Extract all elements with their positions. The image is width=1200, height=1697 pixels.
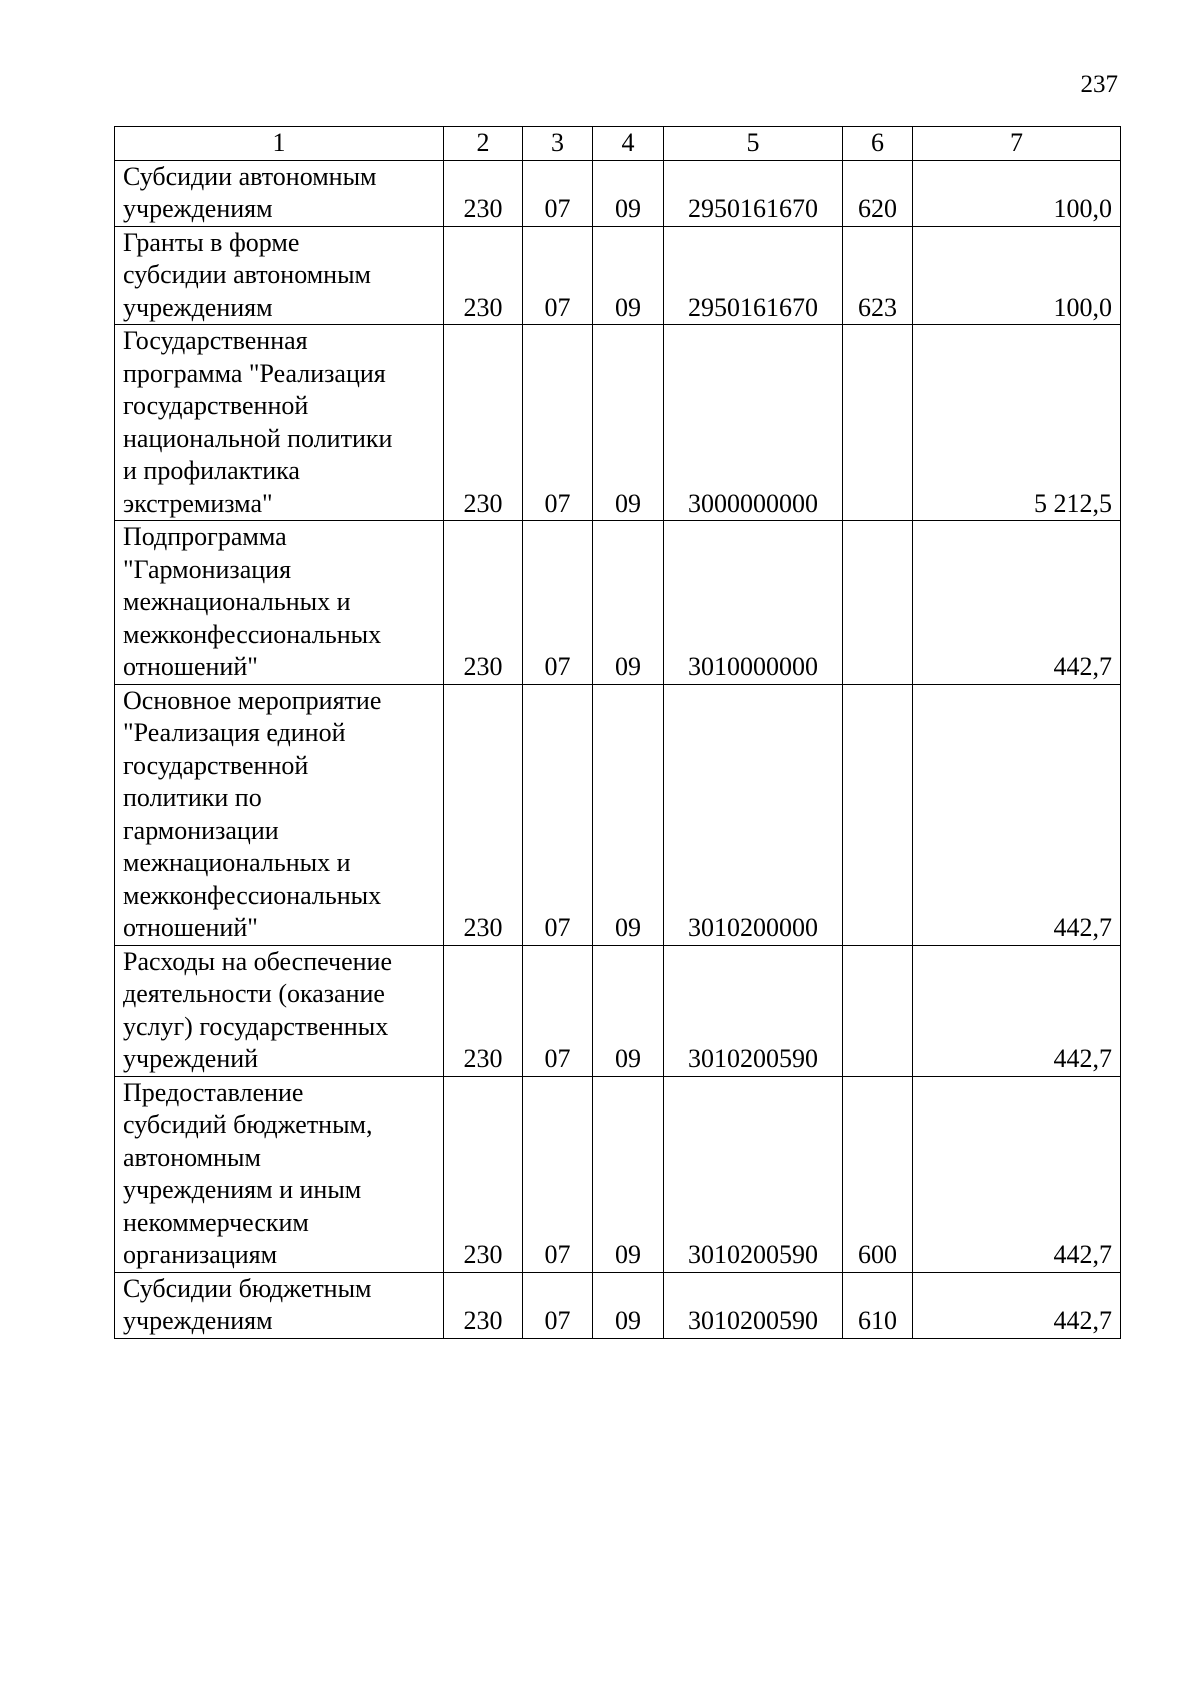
- row-name: Гранты в форме субсидии автономным учреждениям: [115, 226, 444, 325]
- table-row: [115, 521, 1121, 685]
- row-name: Предоставление субсидий бюджетным, автономным учреждениям и иным некоммерческим организациям: [115, 1076, 444, 1272]
- row-name: Расходы на обеспечение деятельности (оказание услуг) государственных учреждений: [115, 945, 444, 1076]
- column-header: 6: [843, 127, 913, 161]
- cell-col6: 620: [843, 160, 913, 226]
- cell-col2: 230: [444, 521, 523, 685]
- cell-col3: 07: [523, 521, 593, 685]
- cell-col5: 3010200590: [664, 1272, 843, 1338]
- cell-col4: 09: [593, 521, 664, 685]
- cell-col4: 09: [593, 684, 664, 945]
- cell-col6: [843, 521, 913, 685]
- budget-table: [114, 126, 1121, 1339]
- cell-amount: 442,7: [913, 1272, 1121, 1338]
- table-row: [115, 1272, 1121, 1338]
- cell-amount: 442,7: [913, 1076, 1121, 1272]
- cell-amount: 442,7: [913, 684, 1121, 945]
- cell-col2: 230: [444, 945, 523, 1076]
- cell-col4: 09: [593, 160, 664, 226]
- row-name: Государственная программа "Реализация государственной национальной политики и профилактика экстремизма": [115, 325, 444, 521]
- table-row: [115, 160, 1121, 226]
- column-header: 3: [523, 127, 593, 161]
- cell-col4: 09: [593, 945, 664, 1076]
- cell-col3: 07: [523, 1076, 593, 1272]
- cell-col5: 3010200590: [664, 1076, 843, 1272]
- column-header: 2: [444, 127, 523, 161]
- table-row: [115, 1076, 1121, 1272]
- cell-col5: 3010000000: [664, 521, 843, 685]
- cell-col4: 09: [593, 226, 664, 325]
- cell-col2: 230: [444, 684, 523, 945]
- cell-col2: 230: [444, 325, 523, 521]
- column-header: 5: [664, 127, 843, 161]
- cell-col5: 2950161670: [664, 160, 843, 226]
- cell-col2: 230: [444, 1272, 523, 1338]
- cell-col3: 07: [523, 160, 593, 226]
- cell-col2: 230: [444, 1076, 523, 1272]
- column-header: 1: [115, 127, 444, 161]
- cell-col3: 07: [523, 1272, 593, 1338]
- cell-amount: 5 212,5: [913, 325, 1121, 521]
- cell-col4: 09: [593, 1272, 664, 1338]
- cell-col6: 623: [843, 226, 913, 325]
- cell-col5: 2950161670: [664, 226, 843, 325]
- row-name: Субсидии автономным учреждениям: [115, 160, 444, 226]
- table-row: [115, 226, 1121, 325]
- column-header: 4: [593, 127, 664, 161]
- row-name: Подпрограмма "Гармонизация межнациональных и межконфессиональных отношений": [115, 521, 444, 685]
- cell-col5: 3000000000: [664, 325, 843, 521]
- cell-col5: 3010200000: [664, 684, 843, 945]
- table-row: [115, 325, 1121, 521]
- cell-amount: 100,0: [913, 226, 1121, 325]
- cell-amount: 442,7: [913, 945, 1121, 1076]
- cell-col2: 230: [444, 226, 523, 325]
- row-name: Основное мероприятие "Реализация единой государственной политики по гармонизации межнациональных и межконфессиональных отношений": [115, 684, 444, 945]
- cell-col6: [843, 684, 913, 945]
- column-header: 7: [913, 127, 1121, 161]
- cell-col6: 600: [843, 1076, 913, 1272]
- cell-col4: 09: [593, 325, 664, 521]
- cell-col4: 09: [593, 1076, 664, 1272]
- cell-col3: 07: [523, 226, 593, 325]
- header-row: [115, 127, 1121, 161]
- cell-col6: [843, 325, 913, 521]
- cell-col3: 07: [523, 945, 593, 1076]
- cell-col6: 610: [843, 1272, 913, 1338]
- cell-col3: 07: [523, 325, 593, 521]
- cell-col6: [843, 945, 913, 1076]
- table-row: [115, 684, 1121, 945]
- cell-amount: 100,0: [913, 160, 1121, 226]
- cell-col2: 230: [444, 160, 523, 226]
- table-row: [115, 945, 1121, 1076]
- cell-col3: 07: [523, 684, 593, 945]
- cell-amount: 442,7: [913, 521, 1121, 685]
- row-name: Субсидии бюджетным учреждениям: [115, 1272, 444, 1338]
- cell-col5: 3010200590: [664, 945, 843, 1076]
- page-number: 237: [1080, 71, 1118, 98]
